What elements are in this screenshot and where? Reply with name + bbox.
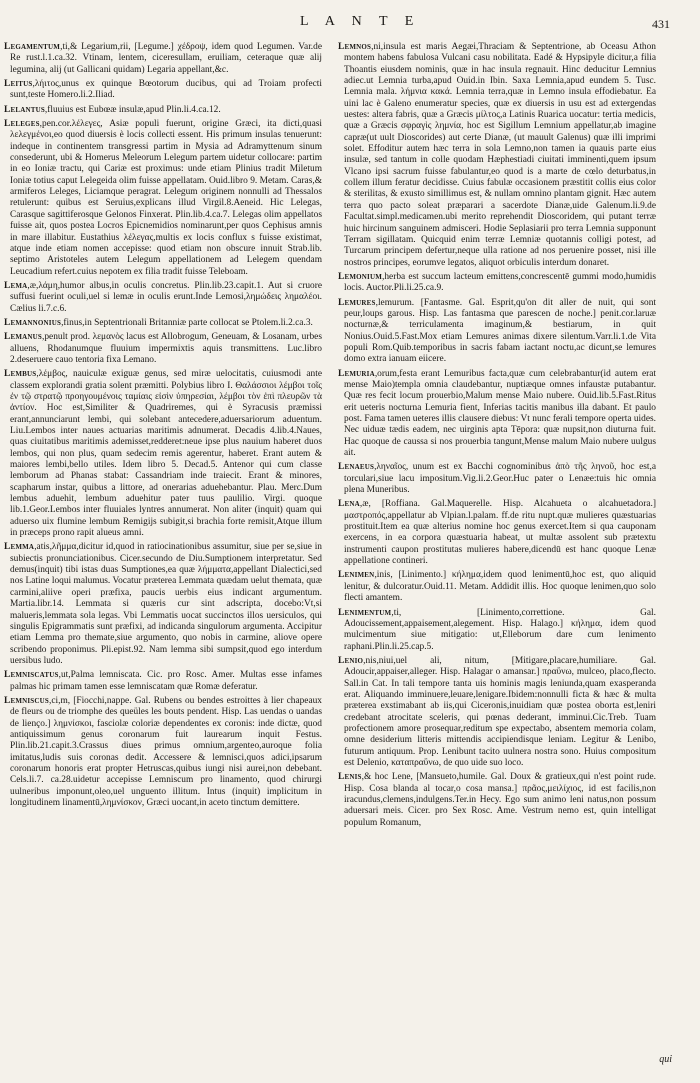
entry-text: ,æ, [Roffiana. Gal.Maquerelle. Hisp. Alcahueta o alcahuetadora.] μαστροπός,appellatur ab Vlpian.l.palam. ff.de ritu nupt.quæ mulieres quæstuarias prostituit.Item ea quæ alterius nomine hoc genus exercet.Item si qua cauponam exercens, in ea corpora quæstuaria habeat, ut multæ assolent sub prætextu instrumenti caupon prostitutas mulieres habere,dicendū est hanc quoque Lenæ appellatione contineri. <box>344 499 656 567</box>
entry-text: ,ti,& Legarium,rii, [Legume.] χέδροψ, idem quod Legumen. Var.de Re rust.l.1.ca.32. Vtinam, lentem, ciceresullam, eruiliam, ceteraque quæ alij legumina, alij (ut Gallicani quidam) Legaria appellant,&c. <box>10 42 322 75</box>
entry-text: ,lemurum. [Fantasme. Gal. Esprit,qu'on dit aller de nuit, qui sont peur,loups garous. Hisp. Las fantasma que parescen de noche.] penit.cor.laruæ nocturnæ,& terriculamenta imaginum,& bestiarum, in quit Nonius.Ouid.5.Fast.Mox etiam Lemures animas dixere silentum.Varr.li.1.de Vita populi Rom.Quib.temporibus in sacris fabam iactant noctu,ac dicunt,se lemures domo extra ianuam eiicere. <box>344 297 656 365</box>
entry-headword: Lenimen <box>338 570 375 581</box>
entry-text: ,& hoc Lene, [Mansueto,humile. Gal. Doux & gratieux,qui n'est point rude. Hisp. Cosa blanda al tocar,o cosa mansa.] πρᾶος,μειλίχιος, id est facilis,non iracundus,clemens,indulgens.Ter.in Hecy. Ego sum animo leni natus,non possum aduersari meis. Cicer. pro Sex Rosc. Ame. Vestrum nemo est, quin intelligat populum Romanum, <box>344 772 656 828</box>
entry-text: ,herba est succum lacteum emittens,concrescentē gummi modo,humidis locis. Auctor.Pli.li.25.ca.9. <box>344 271 656 294</box>
entry-text: ,nis,niui,uel ali, nitum, [Mitigare,placare,humiliare. Gal. Adoucir,appaiser,alleger. Hisp. Halagar o amansar.] πραΰνω, mulceo, placo,flecto. Sall.in Cat. In tali tempore tanta uis hominis magis leniunda,quam exasperanda erat. Aliquando imminuere,leuare,lenigare.Ibidem:nonnulli ficta & hæc & multa præterea exstimabant ab iis,qui Ciceronis,inuidiam quæ postea oborta est,leniri credebant atrocitate sceleris, qui pœnas dederant, imminui.Cic.Treb. Tuam profectionem amore prosequar,reditum spe expectabo, absentem memoria colam, omne desiderium litteris mittendis accipiendisque leniam. Legitur & Lenibo, futurum antiquum. Prop. Lenibunt tacito uulnera nostra sono. Huius compositum est Delenio, καταπραΰνω, de quo uide suo loco. <box>344 655 656 768</box>
dictionary-entry <box>338 462 656 496</box>
entry-headword: Lenis <box>338 772 362 783</box>
entry-headword: Lemniscus <box>4 695 50 706</box>
entry-headword: Lemonium <box>338 271 383 282</box>
left-column <box>4 42 322 1047</box>
entry-headword: Lembus <box>4 369 37 380</box>
entry-text: ,λέμβος, nauiculæ exiguæ genus, sed miræ uelocitatis, cuiusmodi ante classem explorandi gratia solent præmitti. Polybius libro I. Θαλάσσιοι λέμβοι τοῖς ἐν τῷ στρατῷ προηγουμένοις ταμίαις εἰσὶν ὑπηρεσίαι, λέμβοι τὸν ἐπὶ πλευρῶν τὰ ἀντίον. Hoc est,Similiter & Quadriremes, qui è Syracusis præmissi erant,annunciarunt lembi, qui solebant antecedere,aduersariorum aduentum. Liu.Lembos inter naues actuarias maritimis adnumerat. Decadis 4.lib.4.Naues, quas ciuitatibus maritimis ademisset,redderet:neue ipse plus nauium haberet duos lembos, qui non plus, quam sedecim remis agerentur, haberet. Erant autem & maiores lembi,bello utiles. Idem libro 5. Decad.5. Antenor qui cum classe lemborum ad Phanas stabat: Cassandriam inde traiecit. Erant & minores, scapharum instar, quibus a littore, ad onerarias aduehebantur. Plau. Merc.Dum lembus aduehit, lembum aduehitur pater tuus paulilio. Virgi. quoque lib.1.Geor.Lembos inter fluuiales lyntres annumerat. Non aliter (inquit) quam qui aduerso uix flumine lembum Remigijs subigit,si brachia forte remisit,Atque illum in præceps prono rapit alueus amni. <box>10 369 322 539</box>
page-number: 431 <box>652 17 670 31</box>
entry-text: ,orum,festa erant Lemuribus facta,quæ cum celebrabantur(id autem erat mense Maio)templa omnia claudebantur, nuptiæque omnes infaustæ putabantur. Quæ res fecit locum prouerbio,Malum mense Maio nubere. Ouid.lib.5.Fast.Ritus erit ueteris nocturna Lemuria fient, Inferias tacitis manibus illa dabant. Et paulo post. Fama tamen ueteres illis clausere diebus: Vt nunc ferali tempore operta uides. Nec uiduæ tædis eadem, nec uirginis apta Tēpora: quæ nupsit,non diuturna fuit. Hac quoque de caussa si nos prouerbia tangunt,Mense malum Maio nubere uulgus ait. <box>344 368 656 459</box>
dictionary-entry <box>4 670 322 693</box>
entry-headword: Lena <box>338 499 360 510</box>
dictionary-entry <box>4 79 322 102</box>
entry-headword: Lemnos <box>338 42 372 52</box>
entry-text: ,æ,λάμη,humor albus,in oculis concretus. Plin.lib.23.capit.1. Aut si cruore suffusi fuerint oculi,uel si lemæ in oculis erunt.Inde Lemosi,λημώδεις λημαλέοι. Cælius li.7.c.6. <box>10 280 322 314</box>
entry-text: ,ti, [Linimento,correttione. Gal. Adoucissement,appaisement,alegement. Hisp. Halago.] κήλημα, idem quod mulcimentum siue mitigatio: ut,Elleborum dare cum lenimento raphani.Plin.li.25.cap.5. <box>344 607 656 652</box>
dictionary-entry <box>4 42 322 76</box>
catchword: qui <box>659 1054 672 1065</box>
entry-headword: Lenio <box>338 655 364 666</box>
entry-text: ,inis, [Linimento.] κήλημα,idem quod lenimentū,hoc est, quo aliquid lenitur, & dulcoratur.Ouid.11. Metam. Addidit illis. Hoc quoque lenimen,quo solo flecti amantem. <box>344 570 656 604</box>
entry-text: ,ni,insula est maris Aegæi,Thraciam & Septentrione, ab Oceasu Athon montem habens fabulosa Vulcani casu nobilitata. Eadé & Hypsipyle dicitur,a filia Thoantis eiusdem nominis, quæ in hac insula regnauit. Hinc deducitur Lemnius adiec.ut Lemnia turba,apud Ouid.in Ibin. Saxa Lemnia,apud eundem 5. Tusc. Lemnia mala. λήμνια κακά. Lemnia terra,quæ in Lemno insula effodiebatur. Ea uini lac è Galeno enumeratur species, quæ ex diuersis in usu est ad extergendas uestes: altera fabris, quæ a Græcis μίλτος,a Latinis Ruarica uocatur: tertia medicis, quæ a Græcis σφραγὶς λημνία, hoc est Sigillum Lemnium appellatur,ab imagine capræ(ut uult Dioscorides) aut certe Dianæ, (ut mauult Galenus) quæ illi imprimi solet. Effoditur autem hæc terra in sola Lemno,non tamen ia quauis parte eius insulæ, sed tantum in colle quodam Hæphestiadi ciuitati imminenti,quem ipsum Vlcano ipsi sacrum fuisse fabulantur,eo quod is a marte de cœlo deturbatus,in collem illum feratur decidisse. Cuius fabulæ occasionem præstitit collis eius color & sterilitas, & exusto simillimus est, & nullam omnino plantam gignit. Hæc autem terra quo pacto soleat præparari a sacerdote Dianæ,uide Galenum.li.9.de Facultat.simpl.medicamen.ubi merito reprehendit Dioscoridem, qui putant terræ huic hircinum sanguinem admisceri. Hodie Seplasiarii pro terra Lemnia supponunt Terram sigillatam. Quicquid enim terræ Lemniæ quotannis colligi potest, ad Turcarum principem defertur,neque ulla ratione ad nos peruenire posset, nisi ille nostros principes, eorumve legatos, aliquot orbiculis interdum donaret. <box>344 42 656 268</box>
entry-headword: Lemanus <box>4 332 42 343</box>
dictionary-entry <box>4 281 322 315</box>
entry-headword: Lemniscatus <box>4 670 59 681</box>
entry-headword: Legamentum <box>4 42 61 52</box>
dictionary-entry <box>4 369 322 539</box>
running-head: L A N T E <box>300 14 421 29</box>
page-header <box>0 14 700 36</box>
entry-text: ,ληναῖος, unum est ex Bacchi cognominibus ἀπὸ τῆς ληνοῦ, hoc est,a torculari,siue lacu impositum.Vig.li.2.Geor.Huc pater o Lenæe:tuis hic omnia plena Muneribus. <box>344 462 656 496</box>
right-column <box>338 42 656 1047</box>
entry-text: ,ci,m, [Fiocchi,nappe. Gal. Rubens ou bendes estroittes à lier chapeaux de fleurs ou de triomphe des queüles les bouts pendent. Hisp. Las uendas o uandas de lienço.] λημνίσκοι, fasciolæ coloriæ dependentes ex coronis: inde dictæ, quod antiquissimum genus coronarum fuit laurearum inquit Festus. Plin.lib.21.capit.3.Crassus diues primus omnium,argenteo,auroque folia imitatus,ludis suis coronas dedit. Accessere & lemnisci,quos adici,ipsarum coronarum honoris erat propter Hetruscas,quibus iungi nisi aurei,non debebant. Cels.li.7. ca.28.uidetur accepisse Lemniscum pro linamento, quod chirurgi uulneribus imponunt,oleo,uel unguento illitum. Intus (inquit) implicitum in longitudinem linamentū,λημνίσκον, Græci uocant,in aceto tinctum demittere. <box>10 695 322 808</box>
entry-text: ,fluuius est Eubœæ insulæ,apud Plin.li.4.ca.12. <box>44 104 221 115</box>
entry-headword: Leitus <box>4 79 33 90</box>
entry-headword: Lemannonius <box>4 317 62 328</box>
entry-text: ,λήιτος,unus ex quinque Bœotorum ducibus, qui ad Troiam profecti sunt,teste Homero.li.2.Iliad. <box>10 79 322 101</box>
entry-text: ,finus,in Septentrionali Britanniæ parte collocat se Ptolem.li.2.ca.3. <box>61 317 313 328</box>
entry-headword: Lelantus <box>4 104 45 115</box>
dictionary-entry <box>338 499 656 567</box>
entry-headword: Lenaeus <box>338 462 375 473</box>
entry-text: ,pen.cor.λέλεγες, Asiæ populi fuerunt, origine Græci, ita dicti,quasi λελεγμένοι,eo quod diuersis è locis collecti essent. His primum insulas tenuerunt: indeque in continentem transgressi partim in Mysia ad Adramyttenum sinum consederunt, ubi & Homerus Meleorum Lelegum partem uidetur collocare: partim in eo Ioniæ tractu, qui Cariæ est proximus: unde etiam Plinius tradit Miletum Ioniæ totius caput Lelegeida olim fuisse appellatam. Ouid.libro 9. Metam. Caras,& armiferos Leleges, Liciamque peragrat. Lelegum originem nonnulli ad Thessalos retulerunt: quibus est Seruius,explicans illud Virgil.8.Aeneid. Hic Lelegas, Carasque sagittiferosque Gelonos Finxerat. Plin.lib.4.ca.7. Lelegas olim appellatos fuisse ait, quos postea Locros Epicnemidios nominarunt,per quos Cephisus amnis in mare illabitur. Eustathius λέλεγας,multis ex locis conflux s fuisse existimat, atque inde etiam nomen accepisse: quod etiam non obscure innuit Strab.lib. septimo Aristoteles autem Lelegum appellationem ad Lelegem quendam Leucadium refert.cuius nepotem ex filia tradit fuisse Teleboam. <box>10 119 322 277</box>
dictionary-entry <box>338 298 656 366</box>
dictionary-entry <box>4 105 322 116</box>
dictionary-entry <box>338 656 656 769</box>
entry-headword: Lenimentum <box>338 607 392 618</box>
dictionary-entry <box>4 119 322 278</box>
entry-text: ,penult prod. λεμανὸς lacus est Allobrogum, Geneuam, & Losanam, urbes alluens, Rhodanumque fluuium impermixtis aquis transmittens. Luc.libro 2.deseruere cauo tentoria fixa Lemano. <box>10 332 322 365</box>
entry-headword: Lema <box>4 280 28 291</box>
entry-text: ,ut,Palma lemniscata. Cic. pro Rosc. Amer. Multas esse infames palmas hic primam tamen esse lemniscatam quæ Romæ deferatur. <box>10 670 322 692</box>
dictionary-entry <box>338 772 656 829</box>
dictionary-entry <box>338 608 656 653</box>
dictionary-entry <box>338 42 656 269</box>
dictionary-entry <box>338 570 656 604</box>
entry-headword: Lemuria <box>338 368 375 379</box>
dictionary-entry <box>4 542 322 667</box>
dictionary-entry <box>338 369 656 460</box>
dictionary-entry <box>4 696 322 809</box>
entry-headword: Lemures <box>338 297 376 308</box>
entry-headword: Leleges <box>4 119 40 130</box>
entry-text: ,atis,λῆμμα,dicitur id,quod in ratiocinationibus assumitur, siue per se,siue in subiectis pronunciationibus. Cicer.secundo de Diu.Sumptionem interpretatur. Sed demus(inquit) tibi istas duas Sumptiones,ea quæ λήμματα,appellant Dialectici,sed nos Latine loqui malumus. Vocatur præterea Lemmata quædam uelut themata, quæ carmini,aliive operi præfixa, paucis uerbis eius indicant argumentum. Martia.libr.14. Lemmata si quæris cur sint adscripta, docebo:Vt,si malueris,lemmata sola legas. Vbi Lemmatis uocat succinctos illos uersiculos, qui singulis Epigrammatis sunt præfixi, ad indicanda singulorum argumenta. Accipitur etiam Lemma pro themate,siue argumento, quo nobis in carmine, aliove opere scribendo proponimus. Pli.epist.92. Nam lemma sibi sumpsit,quod ego interdum uersibus ludo. <box>10 542 322 666</box>
dictionary-entry <box>338 272 656 295</box>
dictionary-entry <box>4 332 322 366</box>
entry-headword: Lemma <box>4 542 35 553</box>
dictionary-entry <box>4 318 322 329</box>
